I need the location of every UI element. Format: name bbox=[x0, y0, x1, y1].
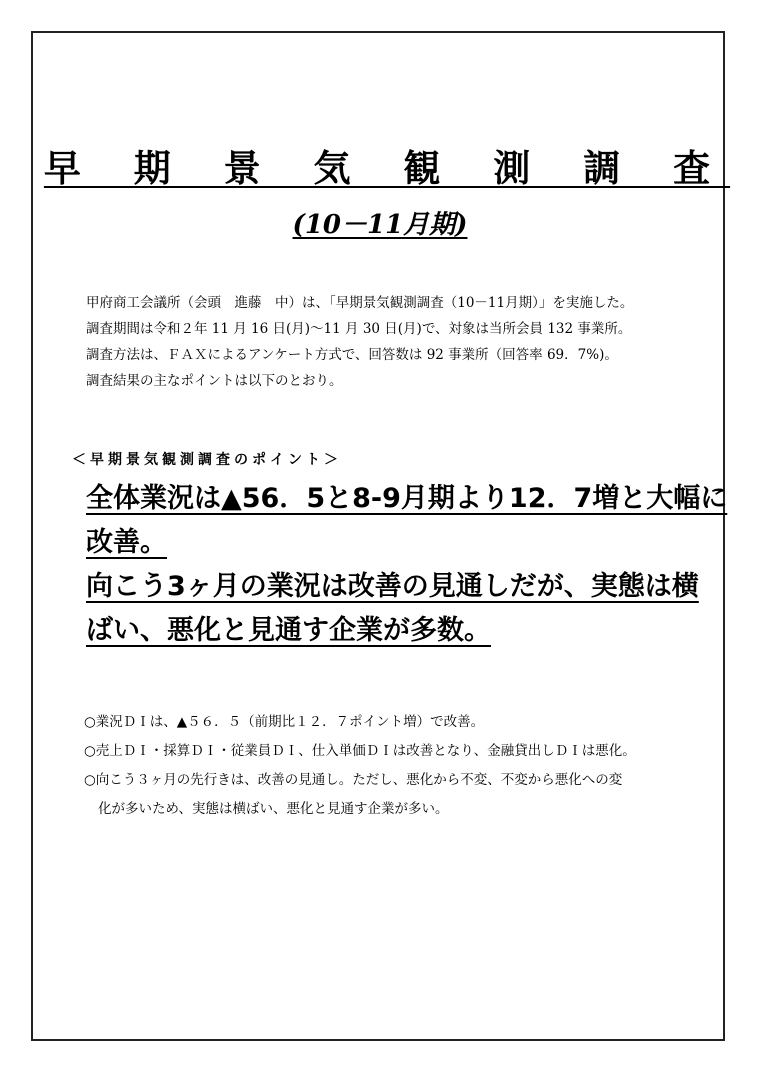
bullet-item: ○売上ＤＩ・採算ＤＩ・従業員ＤＩ、仕入単価ＤＩは改善となり、金融貸出しＤＩは悪化。 bbox=[84, 743, 636, 759]
highlights-section bbox=[86, 477, 728, 653]
page-subtitle: (10－11月期) bbox=[292, 210, 468, 240]
intro-line: 調査期間は令和２年 11 月 16 日(月)～11 月 30 日(月)で、対象は当所会員 132 事業所。 bbox=[86, 321, 632, 337]
bullet-item-continuation: 化が多いため、実態は横ばい、悪化と見通す企業が多い。 bbox=[98, 801, 449, 817]
highlight-line: 全体業況は▲56．5と8-9月期より12．7増と大幅に bbox=[86, 483, 728, 514]
highlight-line: ばい、悪化と見通す企業が多数。 bbox=[86, 615, 491, 646]
intro-line: 調査結果の主なポイントは以下のとおり。 bbox=[86, 373, 343, 389]
bullet-item: ○業況ＤＩは、▲５６．５（前期比１２．７ポイント増）で改善。 bbox=[84, 714, 485, 730]
highlight-line: 向こう3ヶ月の業況は改善の見通しだが、実態は横 bbox=[86, 571, 699, 602]
bullet-item: ○向こう３ヶ月の先行きは、改善の見通し。ただし、悪化から不変、不変から悪化への変 bbox=[84, 772, 623, 788]
intro-line: 甲府商工会議所（会頭 進藤 中）は、「早期景気観測調査（10－11月期）」を実施した。 bbox=[86, 295, 634, 311]
intro-section bbox=[86, 290, 706, 394]
points-heading: ＜早期景気観測調査のポイント＞ bbox=[72, 452, 342, 468]
highlight-line: 改善。 bbox=[86, 527, 167, 558]
page-title: 早 期 景 気 観 測 調 査 bbox=[43, 146, 731, 190]
intro-line: 調査方法は、ＦＡＸによるアンケート方式で、回答数は 92 事業所（回答率 69．7%)。 bbox=[86, 347, 618, 363]
bullet-section bbox=[84, 708, 714, 824]
